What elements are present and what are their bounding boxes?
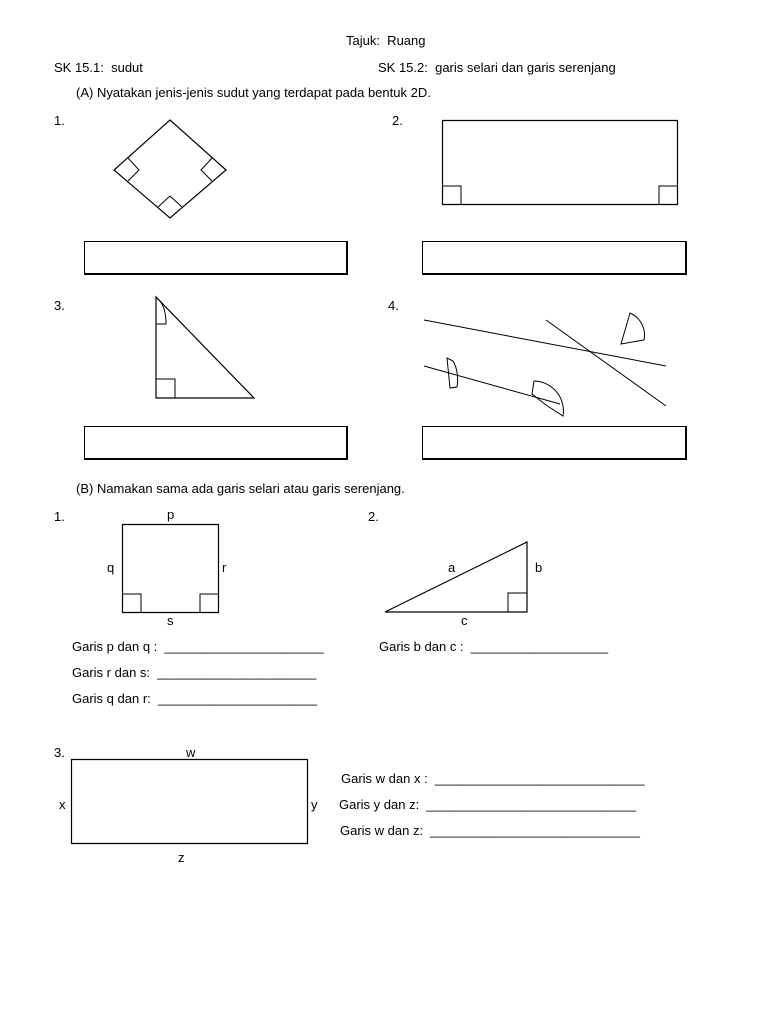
question-a3-number: 3. bbox=[54, 298, 65, 313]
side-label-a: a bbox=[448, 560, 456, 575]
side-label-z: z bbox=[178, 850, 185, 865]
rectangle-wxyz-figure bbox=[70, 758, 310, 846]
question-b1-number: 1. bbox=[54, 509, 65, 524]
b1-answer-line-3[interactable]: Garis q dan r: ______________________ bbox=[72, 691, 318, 706]
side-label-s: s bbox=[167, 613, 174, 628]
side-label-x: x bbox=[59, 797, 66, 812]
side-label-b: b bbox=[535, 560, 543, 575]
side-label-y: y bbox=[311, 797, 318, 812]
right-triangle-figure bbox=[146, 294, 258, 402]
answer-box-a4[interactable] bbox=[422, 426, 687, 460]
side-label-c: c bbox=[461, 613, 468, 628]
question-b3-number: 3. bbox=[54, 745, 65, 760]
section-b-instruction: (B) Namakan sama ada garis selari atau garis serenjang. bbox=[76, 481, 405, 496]
triangle-abc-figure bbox=[382, 540, 530, 614]
question-a2-number: 2. bbox=[392, 113, 403, 128]
answer-box-a2[interactable] bbox=[422, 241, 687, 275]
side-label-q: q bbox=[107, 560, 115, 575]
b2-answer-line-1[interactable]: Garis b dan c : ___________________ bbox=[379, 639, 609, 654]
rectangle-figure bbox=[442, 120, 678, 206]
intersecting-lines-figure bbox=[420, 308, 670, 420]
question-b2-number: 2. bbox=[368, 509, 379, 524]
side-label-r: r bbox=[222, 560, 227, 575]
sk-15-2-label: SK 15.2: garis selari dan garis serenjang bbox=[378, 60, 616, 75]
b3-answer-line-2[interactable]: Garis y dan z: _____________________________ bbox=[339, 797, 637, 812]
b3-answer-line-1[interactable]: Garis w dan x : _____________________________ bbox=[341, 771, 645, 786]
answer-box-a3[interactable] bbox=[84, 426, 348, 460]
answer-box-a1[interactable] bbox=[84, 241, 348, 275]
worksheet-title: Tajuk: Ruang bbox=[346, 33, 426, 48]
question-a1-number: 1. bbox=[54, 113, 65, 128]
question-a4-number: 4. bbox=[388, 298, 399, 313]
side-label-w: w bbox=[186, 745, 196, 760]
diamond-figure bbox=[110, 118, 230, 222]
sk-15-1-label: SK 15.1: sudut bbox=[54, 60, 143, 75]
section-a-instruction: (A) Nyatakan jenis-jenis sudut yang terdapat pada bentuk 2D. bbox=[76, 85, 431, 100]
b1-answer-line-1[interactable]: Garis p dan q : ______________________ bbox=[72, 639, 324, 654]
b3-answer-line-3[interactable]: Garis w dan z: _____________________________ bbox=[340, 823, 640, 838]
side-label-p: p bbox=[167, 507, 175, 522]
square-figure bbox=[120, 522, 222, 614]
b1-answer-line-2[interactable]: Garis r dan s: ______________________ bbox=[72, 665, 317, 680]
